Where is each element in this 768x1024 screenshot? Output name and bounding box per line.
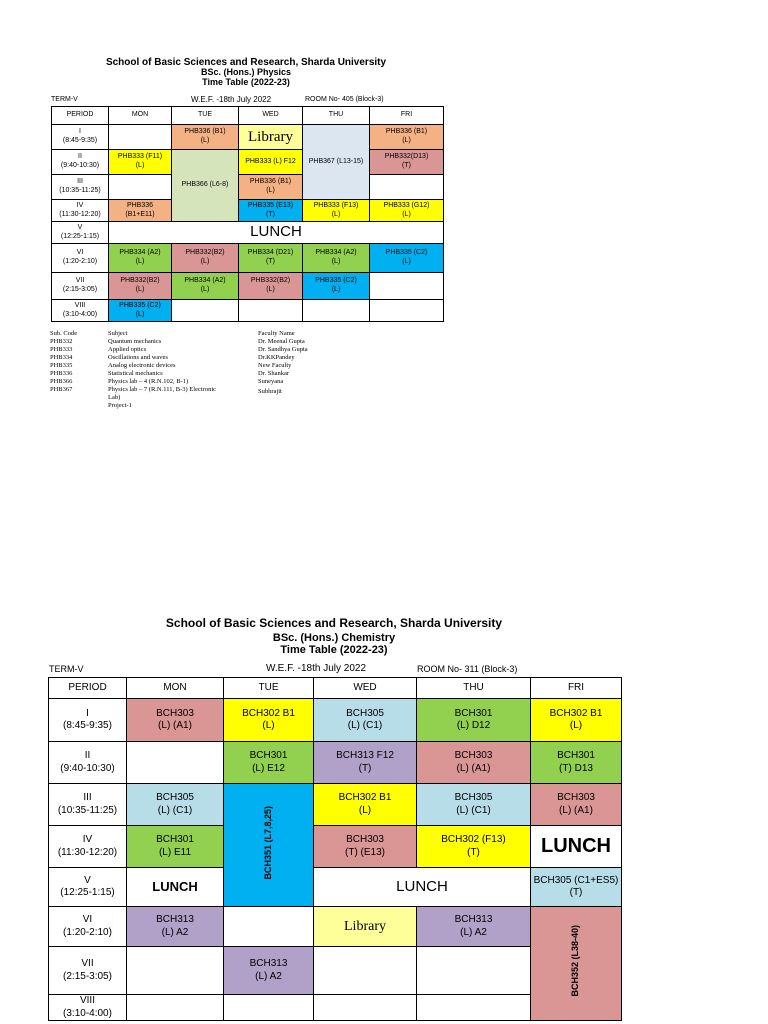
- chemistry-timetable: [48, 677, 622, 1021]
- period-cell: VII (2:15-3:05): [49, 947, 127, 995]
- physics-title: School of Basic Sciences and Research, Sharda University: [105, 57, 387, 68]
- class-cell: BCH302 (F13) (T): [417, 826, 531, 868]
- class-cell: BCH301 (L) D12: [417, 699, 531, 742]
- legend-subjects: Subject Quantum mechanics Applied optics Oscillations and waves Analog electronic devices Statistical mechanics Physics lab – 4 (R.N.102, B-1) Physics lab – 7 (R.N.111, B-3) Electronic Lab) Project-1: [108, 330, 217, 409]
- class-cell: PHB336 (B1+E11): [109, 200, 172, 222]
- class-cell: BCH301 (T) D13: [531, 742, 622, 784]
- period-cell: VIII (3:10-4:00): [49, 995, 127, 1021]
- class-cell: PHB333 (F11) (L): [109, 150, 172, 175]
- physics-subtitle: Time Table (2022-23): [202, 76, 290, 87]
- period-cell: I (8:45-9:35): [52, 125, 109, 150]
- class-cell: PHB332(B2) (L): [172, 244, 239, 273]
- legend-codes: Sub. Code PHB332 PHB333 PHB334 PHB335 PHB336 PHB366 PHB367: [50, 330, 78, 393]
- library-cell: Library: [314, 907, 417, 947]
- legend-header: Subject: [108, 330, 128, 337]
- period-row: [49, 868, 622, 907]
- class-cell: BCH301 (L) E11: [127, 826, 224, 868]
- col-period: PERIOD: [52, 107, 109, 125]
- chemistry-header: [0, 617, 668, 656]
- physics-room: ROOM No- 405 (Block-3): [305, 96, 384, 103]
- col-wed: WED: [239, 107, 303, 125]
- class-cell: PHB367 (L13-15): [303, 125, 370, 200]
- class-cell: BCH302 B1 (L): [314, 784, 417, 826]
- period-row: [49, 742, 622, 784]
- col-tue: TUE: [172, 107, 239, 125]
- physics-wef: W.E.F. -18th July 2022: [191, 95, 272, 104]
- legend-header: Sub. Code: [50, 330, 78, 337]
- col-mon: MON: [109, 107, 172, 125]
- period-cell: III (10:35-11:25): [49, 784, 127, 826]
- class-cell: [314, 947, 417, 995]
- class-cell: BCH313 (L) A2: [417, 907, 531, 947]
- class-cell: BCH313 (L) A2: [127, 907, 224, 947]
- class-cell: [127, 947, 224, 995]
- library-cell: Library: [239, 125, 303, 150]
- col-tue: TUE: [224, 678, 314, 699]
- class-cell: [417, 947, 531, 995]
- period-cell: III (10:35-11:25): [52, 175, 109, 200]
- physics-header: [0, 57, 492, 88]
- class-cell: BCH302 B1 (L): [224, 699, 314, 742]
- class-cell: [417, 995, 531, 1021]
- lunch-cell: LUNCH: [314, 868, 531, 907]
- period-row: [52, 300, 444, 322]
- class-cell: PHB333 (G12) (L): [370, 200, 444, 222]
- period-row: [49, 699, 622, 742]
- class-cell: [224, 907, 314, 947]
- class-cell: PHB332(B2) (L): [109, 273, 172, 300]
- period-cell: II (9:40-10:30): [52, 150, 109, 175]
- period-row: [52, 222, 444, 244]
- class-cell: [127, 742, 224, 784]
- period-cell: VIII (3:10-4:00): [52, 300, 109, 322]
- class-cell: PHB335 (C2) (L): [109, 300, 172, 322]
- class-cell: PHB336 (B1) (L): [172, 125, 239, 150]
- class-cell: [127, 995, 224, 1021]
- class-cell: PHB334 (A2) (L): [109, 244, 172, 273]
- class-cell: PHB334 (A2) (L): [172, 273, 239, 300]
- class-cell: BCH313 F12 (T): [314, 742, 417, 784]
- period-cell: IV (11:30-12:20): [49, 826, 127, 868]
- period-cell: VII (2:15-3:05): [52, 273, 109, 300]
- class-cell: [109, 125, 172, 150]
- class-cell: [314, 995, 417, 1021]
- period-row: [52, 150, 444, 175]
- class-cell: [370, 175, 444, 200]
- col-fri: FRI: [370, 107, 444, 125]
- class-cell: [370, 273, 444, 300]
- chemistry-title: School of Basic Sciences and Research, Sharda University: [165, 616, 503, 630]
- header-row: [49, 678, 622, 699]
- col-wed: WED: [314, 678, 417, 699]
- class-cell: BCH351 (L7,8,25): [224, 784, 314, 907]
- physics-timetable: [51, 106, 444, 322]
- class-cell: PHB366 (L6-8): [172, 150, 239, 222]
- class-cell: BCH302 B1 (L): [531, 699, 622, 742]
- class-cell: BCH303 (T) (E13): [314, 826, 417, 868]
- class-cell: PHB332(B2) (L): [239, 273, 303, 300]
- period-cell: VI (1:20-2:10): [52, 244, 109, 273]
- class-cell: BCH305 (L) (C1): [127, 784, 224, 826]
- col-fri: FRI: [531, 678, 622, 699]
- class-cell: [370, 300, 444, 322]
- col-thu: THU: [417, 678, 531, 699]
- period-cell: VI (1:20-2:10): [49, 907, 127, 947]
- class-cell: BCH303 (L) (A1): [127, 699, 224, 742]
- class-cell: BCH305 (C1+ES5) (T): [531, 868, 622, 907]
- class-cell: BCH303 (L) (A1): [531, 784, 622, 826]
- class-cell: PHB335 (E13) (T): [239, 200, 303, 222]
- legend-faculty: Faculty Name Dr. Meenal Gupta Dr. Sandhya Gupta Dr.KKPandey New Faculty Dr. Shankar Suneyana Subhrajit: [258, 330, 308, 395]
- class-cell: PHB336 (B1) (L): [370, 125, 444, 150]
- header-row: [52, 107, 444, 125]
- class-cell: BCH305 (L) (C1): [417, 784, 531, 826]
- period-row: [52, 244, 444, 273]
- class-cell: PHB335 (C2) (L): [370, 244, 444, 273]
- physics-term: TERM-V: [51, 96, 78, 103]
- class-cell: PHB333 (F13) (L): [303, 200, 370, 222]
- col-thu: THU: [303, 107, 370, 125]
- class-cell: PHB335 (C2) (L): [303, 273, 370, 300]
- class-cell: [303, 300, 370, 322]
- class-cell: BCH352 (L38-40): [531, 907, 622, 1021]
- class-cell: [224, 995, 314, 1021]
- lunch-cell: LUNCH: [127, 868, 224, 907]
- period-cell: IV (11:30-12:20): [52, 200, 109, 222]
- period-row: [52, 200, 444, 222]
- class-cell: BCH301 (L) E12: [224, 742, 314, 784]
- class-cell: BCH303 (L) (A1): [417, 742, 531, 784]
- class-cell: PHB334 (D21) (T): [239, 244, 303, 273]
- col-mon: MON: [127, 678, 224, 699]
- chemistry-program: BSc. (Hons.) Chemistry: [272, 632, 396, 645]
- chemistry-subtitle: Time Table (2022-23): [280, 644, 388, 657]
- period-row: [52, 125, 444, 150]
- class-cell: PHB332(D13) (T): [370, 150, 444, 175]
- period-cell: I (8:45-9:35): [49, 699, 127, 742]
- period-row: [52, 175, 444, 200]
- lunch-cell: LUNCH: [109, 222, 444, 244]
- period-row: [49, 826, 622, 868]
- period-cell: V (12:25-1:15): [52, 222, 109, 244]
- class-cell: [239, 300, 303, 322]
- period-row: [52, 273, 444, 300]
- class-cell: [172, 300, 239, 322]
- class-cell: [109, 175, 172, 200]
- class-cell: BCH305 (L) (C1): [314, 699, 417, 742]
- class-cell: PHB336 (B1) (L): [239, 175, 303, 200]
- class-cell: PHB334 (A2) (L): [303, 244, 370, 273]
- chemistry-room: ROOM No- 311 (Block-3): [417, 664, 518, 674]
- class-cell: PHB333 (L) F12: [239, 150, 303, 175]
- period-cell: II (9:40-10:30): [49, 742, 127, 784]
- class-cell: BCH313 (L) A2: [224, 947, 314, 995]
- chemistry-wef: W.E.F. -18th July 2022: [266, 663, 367, 674]
- legend-header: Faculty Name: [258, 330, 295, 337]
- chemistry-term: TERM-V: [49, 664, 84, 674]
- col-period: PERIOD: [49, 678, 127, 699]
- period-row: [49, 907, 622, 947]
- period-row: [49, 784, 622, 826]
- physics-program: BSc. (Hons.) Physics: [200, 67, 292, 77]
- period-cell: V (12:25-1:15): [49, 868, 127, 907]
- lunch-cell: LUNCH: [531, 826, 622, 868]
